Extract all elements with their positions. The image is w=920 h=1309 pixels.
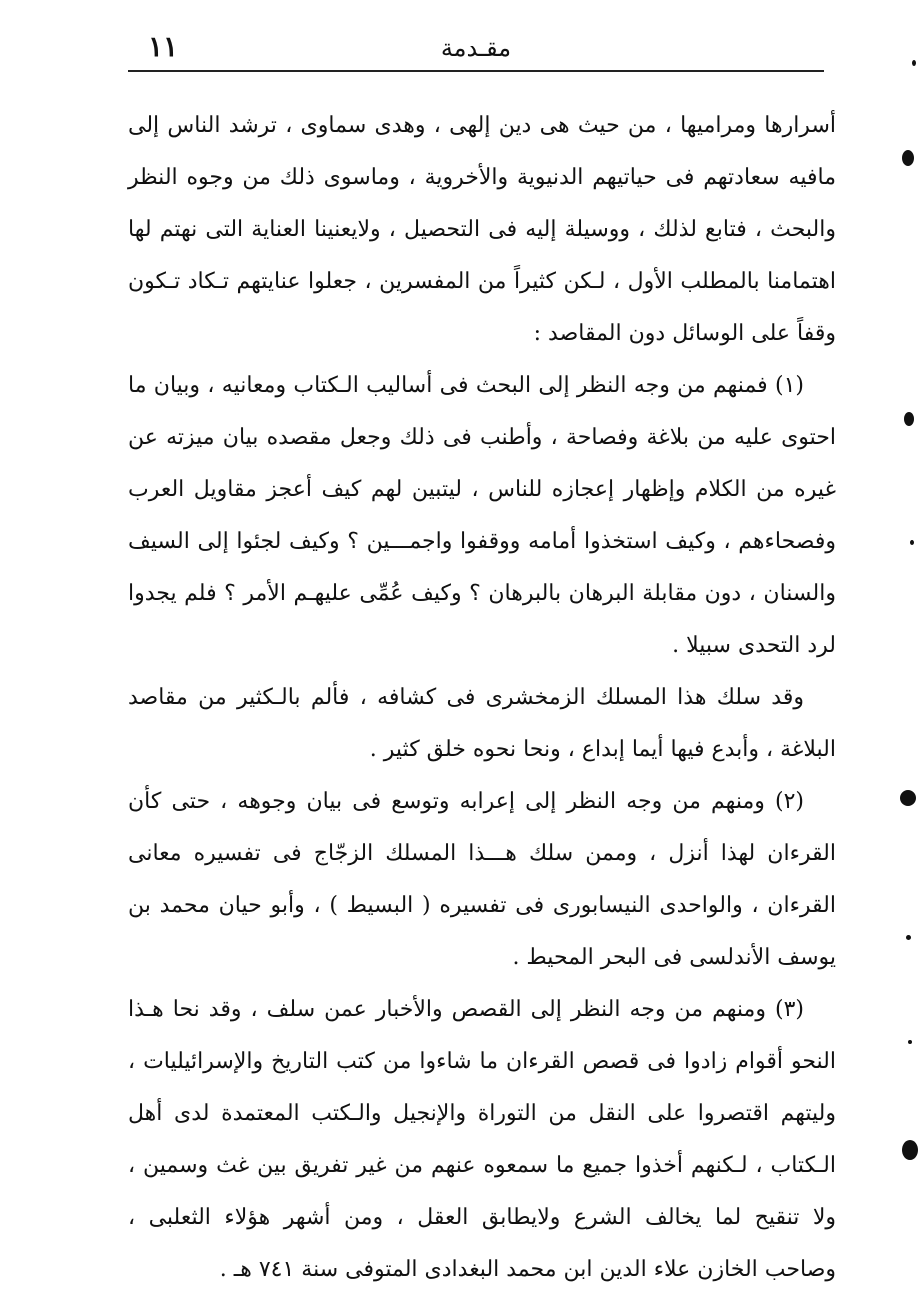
paragraph-zamakhshari: وقد سلك هذا المسلك الزمخشرى فى كشافه ، فألم بالـكثير من مقاصد البلاغة ، وأبدع فيها أيما إبداع ، ونحا نحوه خلق كثير . (128, 685, 836, 762)
body-text (128, 100, 836, 1296)
scan-speck (906, 935, 911, 940)
scan-speck (908, 1040, 912, 1044)
paragraph-stories: (٣) ومنهم من وجه النظر إلى القصص والأخبار عمن سلف ، وقد نحا هـذا النحو أقوام زادوا فى قصص القرءان ما شاءوا من كتب التاريخ والإسرائيليات ، وليتهم اقتصروا على النقل من التوراة والإنجيل والـكتب المعتمدة لدى أهل الـكتاب ، لـكنهم أخذوا جميع ما سمعوه عنهم من غير تفريق بين غث وسمين ، ولا تنقيح لما يخالف الشرع ولايطابق العقل ، ومن أشهر هؤلاء الثعلبى ، وصاحب الخازن علاء الدين ابن محمد البغدادى المتوفى سنة ٧٤١ هـ . (128, 997, 836, 1282)
scan-speck (900, 790, 916, 806)
scan-speck (902, 150, 914, 166)
page-number: ١١ (148, 30, 179, 63)
scan-speck (910, 540, 914, 545)
header-rule (128, 70, 824, 72)
page-header (128, 22, 824, 72)
scan-speck (912, 60, 916, 66)
scan-speck (904, 412, 914, 426)
page-title: مقـدمة (440, 34, 512, 62)
paragraph-rhetoric: (١) فمنهم من وجه النظر إلى البحث فى أساليب الـكتاب ومعانيه ، وبيان ما احتوى عليه من بلاغة وفصاحة ، وأطنب فى ذلك وجعل مقصده بيان ميزته عن غيره من الكلام وإظهار إعجازه للناس ، ليتبين لهم كيف أعجز مقاويل العرب وفصحاءهم ، وكيف استخذوا أمامه ووقفوا واجمـــين ؟ وكيف لجئوا إلى السيف والسنان ، دون مقابلة البرهان بالبرهان ؟ وكيف عُمِّى عليهـم الأمر ؟ فلم يجدوا لرد التحدى سبيلا . (128, 373, 836, 658)
paragraph-intro: أسرارها ومراميها ، من حيث هى دين إلهى ، وهدى سماوى ، ترشد الناس إلى مافيه سعادتهم فى حياتيهم الدنيوية والأخروية ، وماسوى ذلك من وجوه النظر والبحث ، فتابع لذلك ، ووسيلة إليه فى التحصيل ، ولايعنينا العناية التى نهتم لها اهتمامنا بالمطلب الأول ، لـكن كثيراً من المفسرين ، جعلوا عنايتهم تـكاد تـكون وقفاً على الوسائل دون المقاصد : (128, 113, 836, 346)
paragraph-grammar: (٢) ومنهم من وجه النظر إلى إعرابه وتوسع فى بيان وجوهه ، حتى كأن القرءان لهذا أنزل ، وممن سلك هـــذا المسلك الزجّاج فى تفسيره معانى القرءان ، والواحدى النيسابورى فى تفسيره ( البسيط ) ، وأبو حيان محمد بن يوسف الأندلسى فى البحر المحيط . (128, 789, 837, 970)
scan-speck (902, 1140, 918, 1160)
